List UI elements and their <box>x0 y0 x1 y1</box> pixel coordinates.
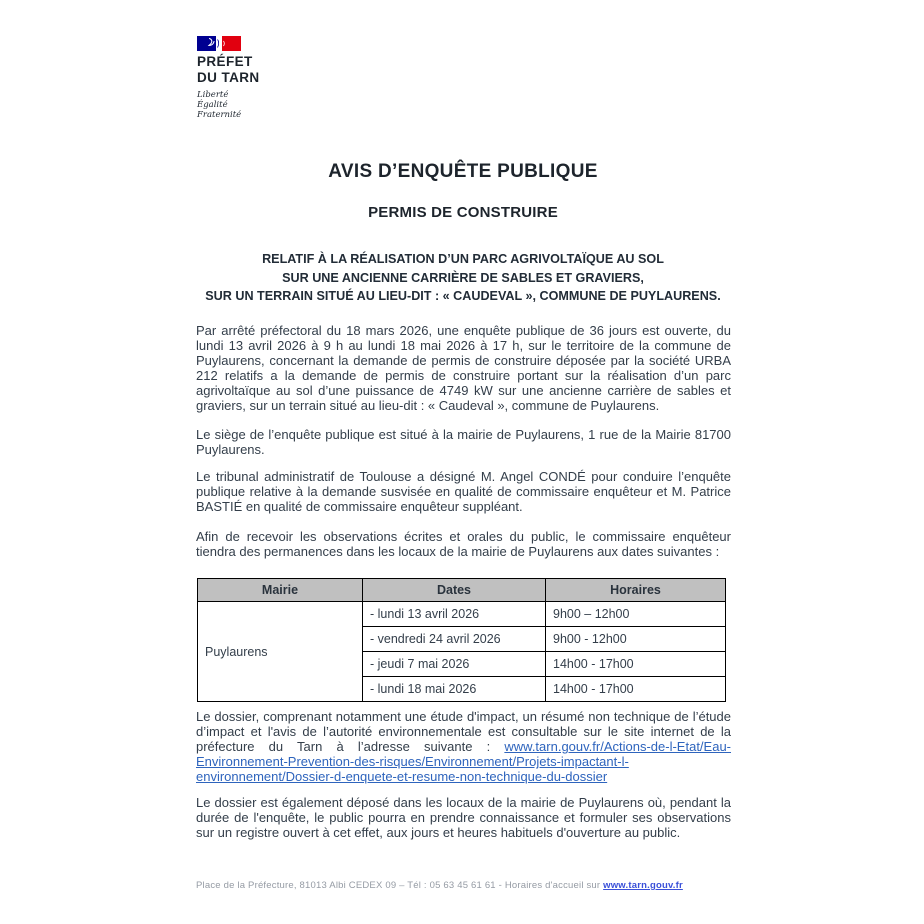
date-cell: - jeudi 7 mai 2026 <box>363 652 546 677</box>
prefecture-name-line1: PRÉFET <box>197 54 253 69</box>
table-row <box>198 602 726 627</box>
motto-egalite: Égalité <box>197 100 228 110</box>
date-cell: - lundi 13 avril 2026 <box>363 602 546 627</box>
paragraph-dossier-mairie: Le dossier est également déposé dans les locaux de la mairie de Puylaurens où, pendant la durée de l'enquête, le public pourra en prendre connaissance et formuler ses observations sur un registre ouvert à cet effet, aux jours et heures habituels d'ouverture au public. <box>196 795 731 840</box>
dossier-text: Le dossier, comprenant notamment une étude d'impact, un résumé non technique de l’étude d’impact et l'avis de l’autorité environnementale est consultable sur le site internet de la préfecture du Tarn à l’adresse suivante : <box>196 709 731 754</box>
paragraph-tribunal-commissaire: Le tribunal administratif de Toulouse a désigné M. Angel CONDÉ pour conduire l’enquête publique relative à la demande susvisée en qualité de commissaire enquêteur et M. Patrice BASTIÉ en qualité de commissaire enquêteur suppléant. <box>196 469 731 514</box>
paragraph-dossier-internet <box>196 709 731 784</box>
column-header-dates: Dates <box>363 579 546 602</box>
motto-liberte: Liberté <box>197 90 229 100</box>
horaire-cell: 14h00 - 17h00 <box>546 652 726 677</box>
date-cell: - lundi 18 mai 2026 <box>363 677 546 702</box>
document-subtitle: PERMIS DE CONSTRUIRE <box>368 204 558 221</box>
horaire-cell: 9h00 - 12h00 <box>546 627 726 652</box>
subject-line-1: RELATIF À LA RÉALISATION D’UN PARC AGRIVOLTAÏQUE AU SOL <box>262 252 664 266</box>
subject-line-3: SUR UN TERRAIN SITUÉ AU LIEU-DIT : « CAUDEVAL », COMMUNE DE PUYLAURENS. <box>205 289 721 303</box>
prefecture-logo <box>197 36 260 120</box>
mairie-cell: Puylaurens <box>198 602 363 702</box>
motto-fraternite: Fraternité <box>197 110 242 120</box>
footer-address-text: Place de la Préfecture, 81013 Albi CEDEX 09 – Tél : 05 63 45 61 61 - Horaires d'accueil sur <box>196 880 604 891</box>
footer-website-link[interactable]: www.tarn.gouv.fr <box>603 880 683 891</box>
paragraph-permanences-intro: Afin de recevoir les observations écrites et orales du public, le commissaire enquêteur tiendra des permanences dans les locaux de la mairie de Puylaurens aux dates suivantes : <box>196 529 731 559</box>
subject-block <box>185 250 741 306</box>
subject-line-2: SUR UNE ANCIENNE CARRIÈRE DE SABLES ET GRAVIERS, <box>282 270 644 285</box>
document-title: AVIS D’ENQUÊTE PUBLIQUE <box>328 161 598 182</box>
paragraph-siege-enquete: Le siège de l’enquête publique est situé à la mairie de Puylaurens, 1 rue de la Mairie 81700 Puylaurens. <box>196 427 731 457</box>
republic-motto <box>197 90 260 120</box>
dossier-url-link[interactable]: www.tarn.gouv.fr/Actions-de-l-Etat/Eau-Environnement-Prevention-des-risques/Environnement/Projets-impactant-l-environnement/Dossier-d-enquete-et-resume-non-technique-du-dossier <box>196 739 731 784</box>
table-header-row <box>198 579 726 602</box>
horaire-cell: 9h00 – 12h00 <box>546 602 726 627</box>
french-flag-icon <box>197 36 241 51</box>
footer <box>196 880 683 891</box>
column-header-mairie: Mairie <box>198 579 363 602</box>
prefecture-name-line2: DU TARN <box>197 69 260 85</box>
horaire-cell: 14h00 - 17h00 <box>546 677 726 702</box>
column-header-horaires: Horaires <box>546 579 726 602</box>
date-cell: - vendredi 24 avril 2026 <box>363 627 546 652</box>
permanences-table <box>197 578 726 702</box>
paragraph-arrete-prefectoral: Par arrêté préfectoral du 18 mars 2026, une enquête publique de 36 jours est ouverte, du lundi 13 avril 2026 à 9 h au lundi 18 mai 2026 à 17 h, sur le territoire de la commune de Puylaurens, concernant la demande de permis de construire déposée par la société URBA 212 relatifs a la demande de permis de construire portant sur la réalisation d’un parc agrivoltaïque au sol d’une puissance de 4749 kW sur une ancienne carrière de sables et graviers, sur un terrain situé au lieu-dit : « Caudeval », commune de Puylaurens. <box>196 323 731 413</box>
